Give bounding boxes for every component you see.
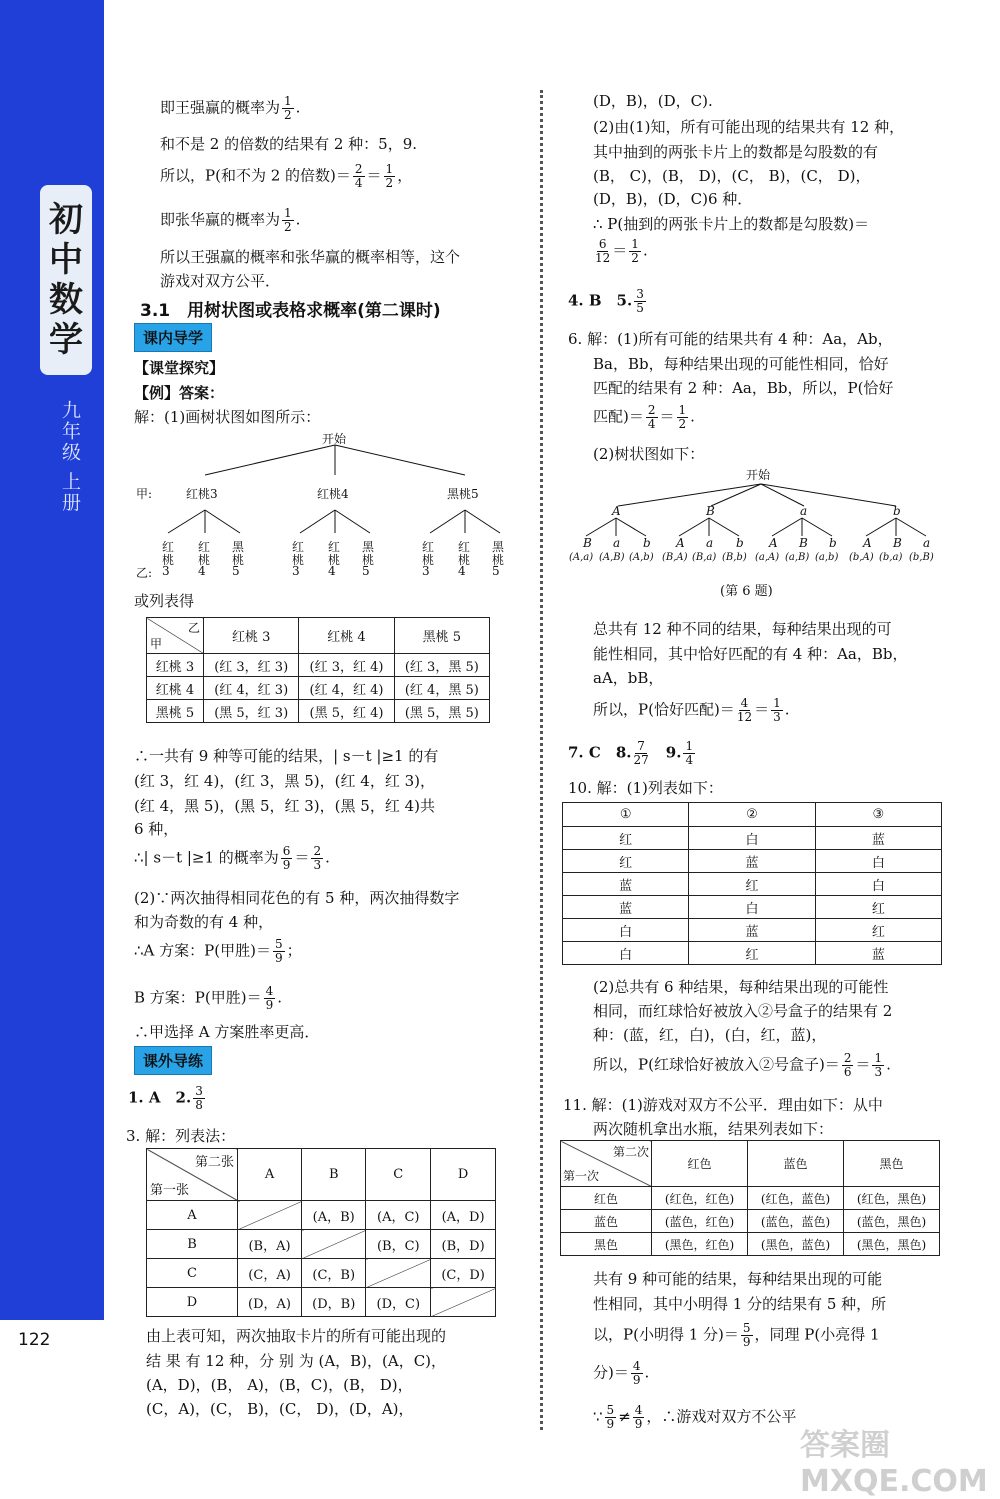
- text-line: (红 4，黑 5)，(黑 5，红 3)，(黑 5，红 4)共: [134, 797, 435, 815]
- text-line: aA，bB，: [593, 669, 664, 687]
- text-line: 所以，P(红球恰好被放入②号盒子)＝ $\frac{2}{6}$ ＝ $\frac{1}{3}$ .: [593, 1051, 891, 1079]
- subject-char: 中: [49, 240, 83, 280]
- text-line: B 方案：P(甲胜)＝ $\frac{4}{9}$ .: [134, 984, 283, 1012]
- tree-leaf: b: [736, 536, 744, 550]
- text-line: 分)＝ $\frac{4}{9}$ .: [593, 1359, 650, 1387]
- tree-node: 黑桃5: [447, 487, 479, 501]
- tree-leaf: B: [893, 536, 902, 550]
- tree-pair: (B,a): [692, 552, 717, 563]
- table-3: ① ② ③ 红 白 蓝 红 蓝 白 蓝 红 白 蓝 白 红 白 蓝 红 白 红 蓝: [562, 802, 942, 965]
- text-line: 1. A 2. $\frac{3}{8}$: [128, 1084, 203, 1112]
- tree-leaf: 红: [292, 540, 305, 554]
- tree-row-label: 乙:: [136, 566, 153, 580]
- text-line: 即张华赢的概率为 $\frac{1}{2}$ .: [160, 206, 301, 234]
- tree-leaf: b: [643, 536, 651, 550]
- tree-node: A: [612, 504, 621, 518]
- text-line: (红 3，红 4)，(红 3，黑 5)，(红 4，红 3)，: [134, 772, 435, 790]
- tree-leaf: 桃: [422, 553, 435, 567]
- text-line: 解：(1)画树状图如图所示：: [134, 408, 321, 426]
- text-line: (A，D)，(B， A)，(B，C)，(B， D)，: [146, 1376, 413, 1394]
- fraction: $\frac{1}{2}$: [284, 94, 292, 122]
- grade-label: 九年级 上册: [59, 400, 81, 514]
- tree-leaf: 桃: [328, 553, 341, 567]
- tree-leaf: 黑: [362, 540, 375, 554]
- text-line: 能性相同，其中恰好匹配的有 4 种：Aa，Bb，: [593, 645, 908, 663]
- figure-caption: (第 6 题): [720, 584, 773, 599]
- table-corner: 第二张 第一张: [147, 1149, 238, 1201]
- tree-pair: (B,b): [722, 552, 747, 563]
- tree-leaf: A: [769, 536, 778, 550]
- tree-node: a: [800, 504, 808, 518]
- tree-leaf: 3: [292, 564, 300, 578]
- tree-leaf: 4: [458, 564, 466, 578]
- text-line: 性相同，其中小明得 1 分的结果有 5 种，所: [593, 1295, 887, 1313]
- text-line: 其中抽到的两张卡片上的数都是勾股数的有: [593, 143, 879, 161]
- tree-leaf: 3: [422, 564, 430, 578]
- text-line: 以，P(小明得 1 分)＝ $\frac{5}{9}$ ，同理 P(小亮得 1: [593, 1321, 880, 1349]
- text-line: 两次随机拿出水瓶，结果列表如下：: [593, 1120, 834, 1138]
- subject-char: 数: [49, 280, 83, 320]
- tree-leaf: 5: [232, 564, 240, 578]
- watermark: 答案圈 MXQE.COM: [800, 1428, 988, 1499]
- text-line: (D，B)，(D，C).: [593, 92, 713, 110]
- tree-pair: (A,b): [629, 552, 654, 563]
- tree-pair: (A,B): [599, 552, 625, 563]
- table-corner: 第二次 第一次: [561, 1141, 652, 1187]
- section-tag: 课内导学: [134, 323, 212, 352]
- text-line: 由上表可知，两次抽取卡片的所有可能出现的: [146, 1327, 447, 1345]
- tree-leaf: 红: [422, 540, 435, 554]
- tree-root: 开始: [322, 432, 347, 446]
- subheading: 【例】答案：: [134, 384, 225, 402]
- table-4: 第二次 第一次 红色 蓝色 黑色 红色 (红色，红色) (红色，蓝色) (红色，黑色) 蓝色 (蓝色，红色) (蓝色，蓝色) (蓝色，黑色) 黑色 (黑色，红色) (黑色，蓝色) (黑色，黑色): [560, 1140, 940, 1256]
- section-title: 3.1 用树状图或表格求概率(第二课时): [140, 301, 441, 321]
- text-line: 结 果 有 12 种，分 别 为 (A，B)，(A，C)，: [146, 1352, 447, 1370]
- text-line: (C，A)，(C， B)，(C， D)，(D，A)，: [146, 1400, 414, 1418]
- tree-leaf: 桃: [458, 553, 471, 567]
- page-number: 122: [18, 1330, 51, 1350]
- text-line: 和不是 2 的倍数的结果有 2 种：5，9.: [160, 135, 418, 153]
- tree-pair: (a,A): [755, 552, 780, 563]
- tree-leaf: 黑: [232, 540, 245, 554]
- tree-pair: (a,b): [815, 552, 839, 563]
- table-corner: 乙 甲: [147, 618, 204, 654]
- subject-char: 初: [49, 200, 83, 240]
- text-line: (2)∵两次抽得相同花色的有 5 种，两次抽得数字: [134, 889, 460, 907]
- tree-node: 红桃4: [317, 487, 349, 501]
- text-line: $\frac{6}{12}$ ＝ $\frac{1}{2}$ .: [595, 237, 648, 265]
- table-2: 第二张 第一张 A B C D A (A，B) (A，C) (A，D) B (B，A) (B，C) (B，D) C (C，A) (C，B) (C，D) D (D，A) (D，B) (D，C): [146, 1148, 496, 1317]
- text-line: 相同，而红球恰好被放入②号盒子的结果有 2: [593, 1002, 893, 1020]
- tree-leaf: 红: [198, 540, 211, 554]
- tree-leaf: B: [799, 536, 808, 550]
- tree-pair: (b,B): [909, 552, 934, 563]
- text-line: 7. C 8. $\frac{7}{27}$ 9. $\frac{1}{4}$: [568, 739, 694, 767]
- tree-leaf: A: [863, 536, 872, 550]
- text-line: (2)总共有 6 种结果，每种结果出现的可能性: [593, 978, 889, 996]
- tree-leaf: a: [613, 536, 621, 550]
- tree-leaf: 桃: [232, 553, 245, 567]
- column-divider: [540, 90, 543, 1430]
- table-header: 红桃 3: [204, 618, 299, 654]
- text-line: 所以，P(恰好匹配)＝ $\frac{4}{12}$ ＝ $\frac{1}{3}$ .: [593, 696, 790, 724]
- text-line: 匹配的结果有 2 种：Aa，Bb，所以，P(恰好: [593, 379, 894, 397]
- tree-leaf: 4: [198, 564, 206, 578]
- text-line: Ba，Bb，每种结果出现的可能性相同，恰好: [593, 355, 889, 373]
- subject-char: 学: [49, 320, 83, 360]
- text-line: 所以，P(和不为 2 的倍数)＝ $\frac{2}{4}$ ＝ $\frac{1}{2}$ ，: [160, 162, 413, 190]
- tree-pair: (B,A): [662, 552, 688, 563]
- text-line: ∴ P(抽到的两张卡片上的数都是勾股数)＝: [593, 215, 870, 233]
- subheading: 【课堂探究】: [134, 359, 225, 377]
- tree-pair: (a,B): [785, 552, 810, 563]
- text-line: 总共有 12 种不同的结果，每种结果出现的可: [593, 620, 892, 638]
- subject-tab: [40, 185, 92, 375]
- section-tag: 课外导练: [134, 1046, 212, 1075]
- tree-leaf: 红: [328, 540, 341, 554]
- text-line: 或列表得: [134, 592, 195, 610]
- text-line: (2)由(1)知，所有可能出现的结果共有 12 种，: [593, 118, 905, 136]
- text-line: 10. 解：(1)列表如下：: [568, 779, 723, 797]
- tree-leaf: 桃: [362, 553, 375, 567]
- table-header: 黑桃 5: [394, 618, 489, 654]
- tree-leaf: b: [829, 536, 837, 550]
- text-line: 种：(蓝，红，白)，(白，红，蓝)，: [593, 1026, 827, 1044]
- tree-leaf: a: [706, 536, 714, 550]
- text-line: 所以王强赢的概率和张华赢的概率相等，这个: [160, 248, 461, 266]
- tree-pair: (b,A): [849, 552, 874, 563]
- tree-leaf: 5: [362, 564, 370, 578]
- text-line: 游戏对双方公平．: [160, 272, 281, 290]
- tree-leaf: 4: [328, 564, 336, 578]
- tree-leaf: a: [923, 536, 931, 550]
- table-header: 红桃 4: [299, 618, 394, 654]
- text-line: ∴A 方案：P(甲胜)＝ $\frac{5}{9}$ ；: [134, 937, 302, 965]
- tree-leaf: 桃: [492, 553, 505, 567]
- tree-node: 红桃3: [186, 487, 218, 501]
- tree-leaf: A: [676, 536, 685, 550]
- tree-leaf: 桃: [162, 553, 175, 567]
- text-line: ∴甲选择 A 方案胜率更高．: [134, 1023, 320, 1041]
- text-line: ∴| s－t |≥1 的概率为 $\frac{6}{9}$ ＝ $\frac{2}{3}$ .: [134, 844, 330, 872]
- text-line: 6. 解：(1)所有可能的结果共有 4 种：Aa，Ab，: [568, 330, 893, 348]
- text-line: 共有 9 种可能的结果，每种结果出现的可能: [593, 1270, 883, 1288]
- table-1: 乙 甲 红桃 3 红桃 4 黑桃 5 红桃 3 (红 3，红 3) (红 3，红 4) (红 3，黑 5) 红桃 4 (红 4，红 3) (红 4，红 4) (红 4，黑 5) 黑桃 5 (黑 5，红 3) (黑 5，红 4) (黑 5，黑 5): [146, 617, 490, 723]
- text-line: (D，B)，(D，C)6 种．: [593, 190, 753, 208]
- text-line: 11. 解：(1)游戏对双方不公平．理由如下：从中: [563, 1096, 883, 1114]
- text-line: ∵ $\frac{5}{9}$ ≠ $\frac{4}{9}$ ，∴游戏对双方不公平: [593, 1403, 797, 1431]
- tree-leaf: 红: [458, 540, 471, 554]
- text-line: 4. B 5. $\frac{3}{5}$: [568, 287, 644, 315]
- tree-leaf: 黑: [492, 540, 505, 554]
- text-line: ∴一共有 9 种等可能的结果，| s－t |≥1 的有: [134, 747, 439, 765]
- tree-leaf: B: [583, 536, 592, 550]
- text-line: 6 种，: [134, 820, 179, 838]
- tree-leaf: 红: [162, 540, 175, 554]
- tree-node: B: [706, 504, 715, 518]
- tree-pair: (A,a): [569, 552, 594, 563]
- tree-leaf: 5: [492, 564, 500, 578]
- tree-root: 开始: [746, 468, 771, 482]
- tree-leaf: 桃: [292, 553, 305, 567]
- text-line: 匹配)＝ $\frac{2}{4}$ ＝ $\frac{1}{2}$ .: [593, 403, 695, 431]
- text-line: 即王强赢的概率为 $\frac{1}{2}$ .: [160, 94, 301, 122]
- tree-pair: (b,a): [879, 552, 903, 563]
- tree-leaf: 桃: [198, 553, 211, 567]
- text-line: 3. 解：列表法：: [126, 1127, 236, 1145]
- tree-row-label: 甲:: [136, 487, 153, 501]
- text-line: (2)树状图如下：: [593, 445, 705, 463]
- tree-leaf: 3: [162, 564, 170, 578]
- text-line: (B， C)，(B， D)，(C， B)，(C， D)，: [593, 167, 871, 185]
- tree-node: b: [893, 504, 901, 518]
- text-line: 和为奇数的有 4 种，: [134, 913, 274, 931]
